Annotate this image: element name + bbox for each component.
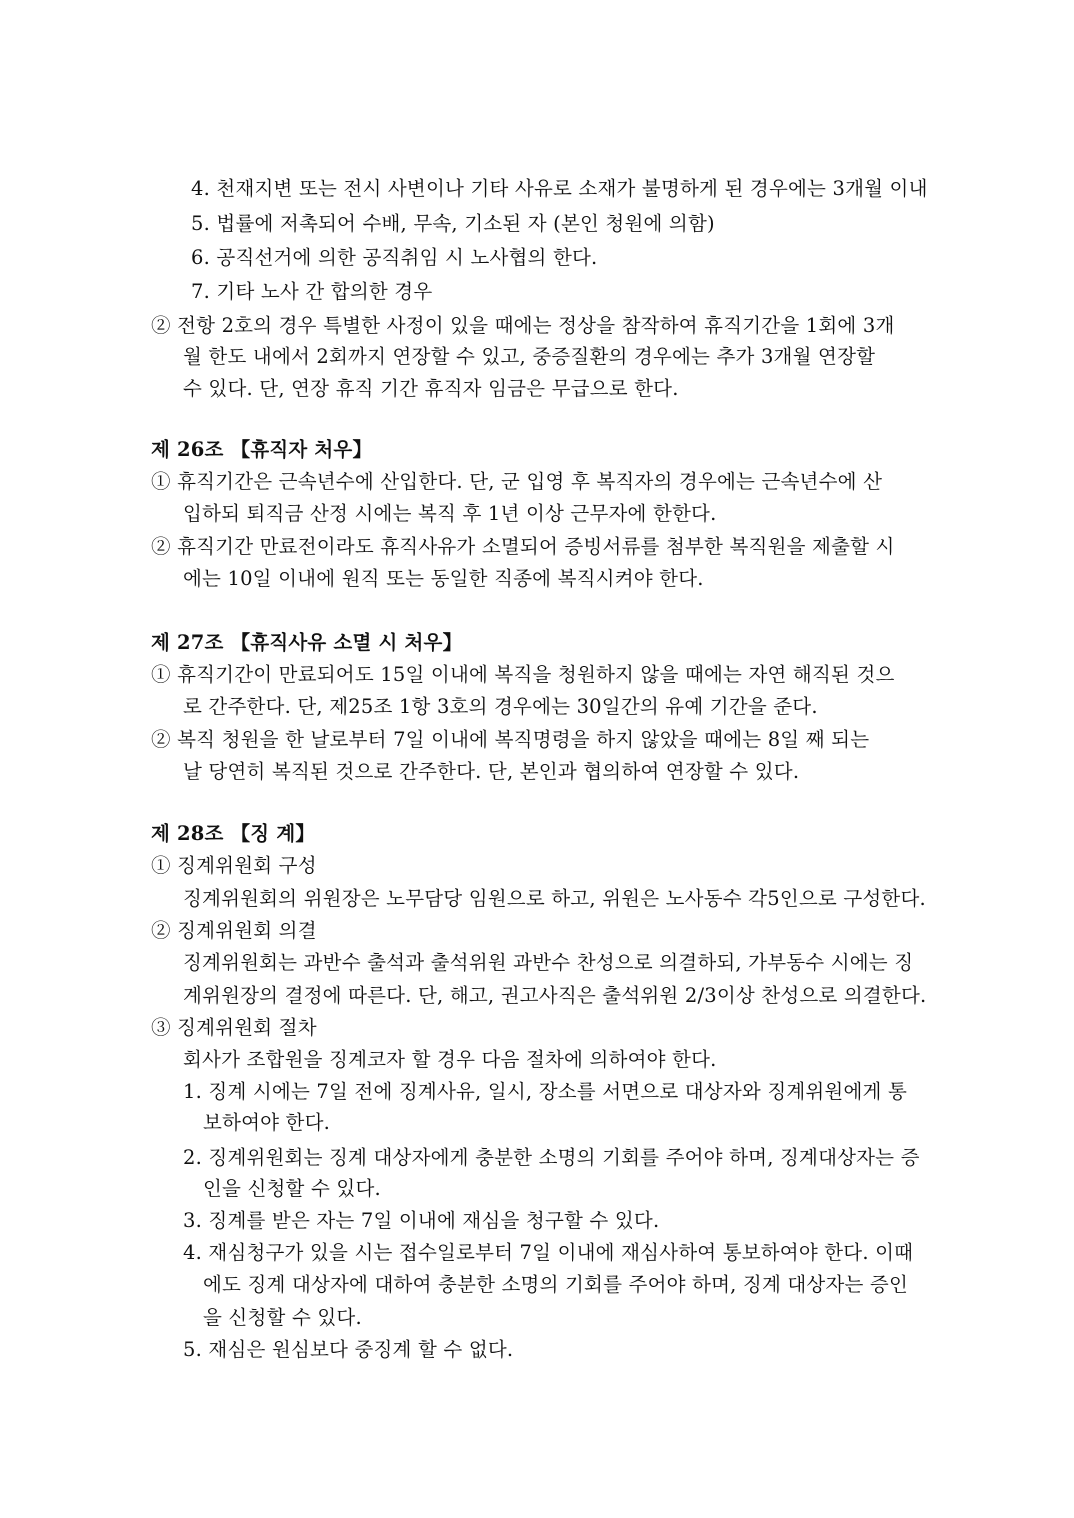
paragraph-line: 에는 10일 이내에 원직 또는 동일한 직종에 복직시켜야 한다. — [183, 567, 704, 590]
list-item-continuation: 을 신청할 수 있다. — [203, 1306, 362, 1329]
paragraph-line: 수 있다. 단, 연장 휴직 기간 휴직자 임금은 무급으로 한다. — [183, 377, 679, 400]
list-item: 5. 법률에 저촉되어 수배, 무속, 기소된 자 (본인 청원에 의함) — [191, 212, 715, 235]
paragraph-line: 로 간주한다. 단, 제25조 1항 3호의 경우에는 30일간의 유예 기간을 준다. — [183, 695, 818, 718]
paragraph-line: 월 한도 내에서 2회까지 연장할 수 있고, 중증질환의 경우에는 추가 3개월 연장할 — [183, 345, 876, 368]
article-26-heading: 제 26조 【휴직자 처우】 — [151, 438, 373, 461]
list-item: 4. 천재지변 또는 전시 사변이나 기타 사유로 소재가 불명하게 된 경우에는 3개월 이내 — [191, 177, 928, 200]
paragraph-line: 입하되 퇴직금 산정 시에는 복직 후 1년 이상 근무자에 한한다. — [183, 502, 717, 525]
paragraph-line: ② 휴직기간 만료전이라도 휴직사유가 소멸되어 증빙서류를 첨부한 복직원을 제출할 시 — [151, 535, 895, 558]
paragraph-line: 징계위원회는 과반수 출석과 출석위원 과반수 찬성으로 의결하되, 가부동수 시에는 징 — [183, 951, 914, 974]
section-label: ③ 징계위원회 절차 — [151, 1016, 317, 1039]
article-27-heading: 제 27조 【휴직사유 소멸 시 처우】 — [151, 631, 463, 654]
section-label: ② 징계위원회 의결 — [151, 919, 317, 942]
list-item: 7. 기타 노사 간 합의한 경우 — [191, 280, 433, 303]
paragraph-line: 계위원장의 결정에 따른다. 단, 해고, 권고사직은 출석위원 2/3이상 찬성으로 의결한다. — [183, 984, 927, 1007]
paragraph-line: ① 휴직기간은 근속년수에 산입한다. 단, 군 입영 후 복직자의 경우에는 근속년수에 산 — [151, 470, 883, 493]
list-item: 3. 징계를 받은 자는 7일 이내에 재심을 청구할 수 있다. — [183, 1209, 660, 1232]
list-item-continuation: 인을 신청할 수 있다. — [203, 1177, 381, 1200]
list-item: 4. 재심청구가 있을 시는 접수일로부터 7일 이내에 재심사하여 통보하여야 한다. 이때 — [183, 1241, 914, 1264]
list-item: 1. 징계 시에는 7일 전에 징계사유, 일시, 장소를 서면으로 대상자와 징계위원에게 통 — [183, 1080, 907, 1103]
paragraph-line: 날 당연히 복직된 것으로 간주한다. 단, 본인과 협의하여 연장할 수 있다. — [183, 760, 800, 783]
article-28-heading: 제 28조 【징 계】 — [151, 822, 316, 845]
list-item-continuation: 보하여야 한다. — [203, 1111, 331, 1134]
paragraph-line: ① 휴직기간이 만료되어도 15일 이내에 복직을 청원하지 않을 때에는 자연 해직된 것으 — [151, 663, 895, 686]
section-label: ① 징계위원회 구성 — [151, 854, 317, 877]
list-item: 2. 징계위원회는 징계 대상자에게 충분한 소명의 기회를 주어야 하며, 징계대상자는 증 — [183, 1146, 920, 1169]
paragraph-line: 징계위원회의 위원장은 노무담당 임원으로 하고, 위원은 노사동수 각5인으로 구성한다. — [183, 887, 926, 910]
paragraph-line: ② 복직 청원을 한 날로부터 7일 이내에 복직명령을 하지 않았을 때에는 8일 째 되는 — [151, 728, 870, 751]
paragraph-line: 회사가 조합원을 징계코자 할 경우 다음 절차에 의하여야 한다. — [183, 1048, 717, 1071]
list-item: 6. 공직선거에 의한 공직취임 시 노사협의 한다. — [191, 246, 598, 269]
list-item: 5. 재심은 원심보다 중징계 할 수 없다. — [183, 1338, 514, 1361]
paragraph-line: ② 전항 2호의 경우 특별한 사정이 있을 때에는 정상을 참작하여 휴직기간을 1회에 3개 — [151, 314, 895, 337]
list-item-continuation: 에도 징계 대상자에 대하여 충분한 소명의 기회를 주어야 하며, 징계 대상자는 증인 — [203, 1273, 909, 1296]
